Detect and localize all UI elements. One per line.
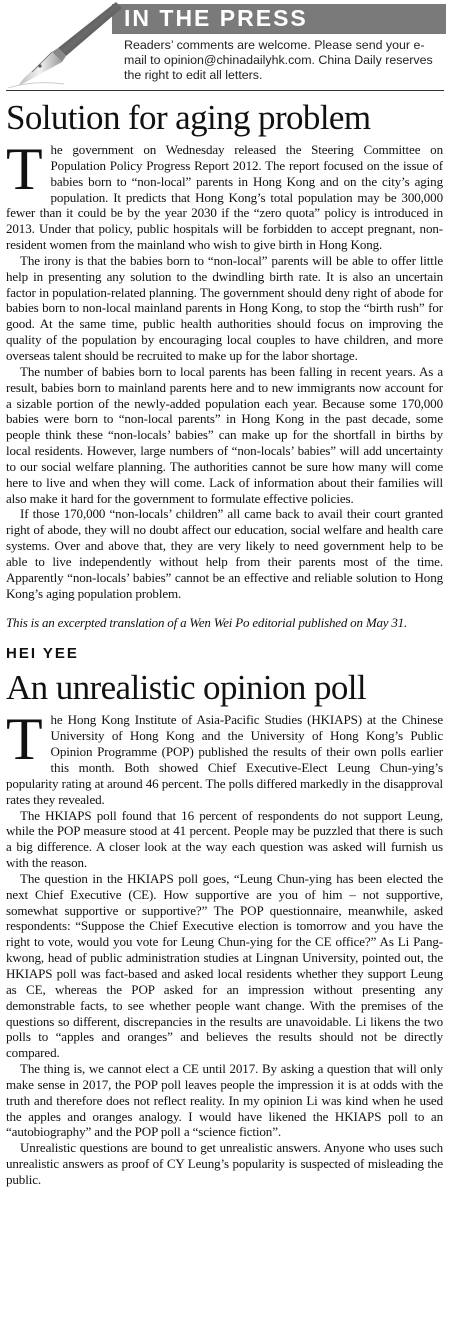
article-paragraph: If those 170,000 “non-locals’ children” all came back to avail their court granted right of abode, they will no doubt affect our education, social welfare and health care systems. Over and above that, they are very likely to need government help to be able to live independently without help from their parents most of the time. Apparently “non-locals’ babies” cannot be an effective and reliable solution to Hong Kong’s aging population problem. <box>6 506 443 601</box>
reader-notice: Readers’ comments are welcome. Please send your e-mail to opinion@chinadailyhk.com. China Daily reserves the right to edit all letters. <box>124 38 433 82</box>
article-paragraph: The HKIAPS poll found that 16 percent of respondents do not support Leung, while the POP measure stood at 41 percent. People may be puzzled that there is such a big difference. A closer look at the way each question was asked will furnish us with the reason. <box>6 807 443 871</box>
article-paragraph: The Hong Kong Institute of Asia-Pacific Studies (HKIAPS) at the Chinese University of Hong Kong and the University of Hong Kong’s Public Opinion Programme (POP) published the results of their own polls earlier this month. Both showed Chief Executive-Elect Leung Chun-ying’s popularity rating at around 46 percent. The polls differed markedly in the disapproval rates they revealed. <box>6 706 443 807</box>
article-paragraph: The irony is that the babies born to “non-local” parents will be able to offer little help in presenting any solution to the dwindling birth rate. It is also an uncertain factor in population-related planning. The government should deny right of abode for babies born to non-local mainland parents in Hong Kong, to stop the “birth rush” for good. At the same time, public health authorities should focus on improving the quality of the population by encouraging local couples to have children, and more overseas talent should be recruited to make up for the labor shortage. <box>6 252 443 363</box>
section-banner <box>0 0 450 92</box>
article-paragraph: The number of babies born to local parents has been falling in recent years. As a result, babies born to mainland parents here and to new immigrants now account for a sizable portion of the newly-added population each year. Because some 170,000 babies were born to “non-local parents” in Hong Kong in the past decade, some people think these “non-locals’ babies” can make up for the shortfall in births by local residents. However, large numbers of “non-locals’ babies” will add uncertainty to our social welfare planning. The authorities cannot be sure how many will come here to live and when they will come. Lack of information about their families will also make it hard for the government to formulate effective policies. <box>6 363 443 506</box>
article-body <box>6 136 443 601</box>
drop-cap: T <box>6 136 43 202</box>
article-paragraph: The thing is, we cannot elect a CE until 2017. By asking a question that will only make sense in 2017, the POP poll leaves people the impression it is at odds with the truth and therefore does not reflect reality. In my opinion Li was kind when he used the apples and oranges analogy. I would have likened the HKIAPS poll to an “autobiography” and the POP poll a “science fiction”. <box>6 1061 443 1140</box>
drop-cap: T <box>6 706 43 773</box>
article-aging-problem <box>0 98 450 631</box>
fountain-pen-icon <box>4 0 122 88</box>
article-opinion-poll <box>0 645 450 1187</box>
section-title: IN THE PRESS <box>124 5 308 31</box>
article-paragraph: The question in the HKIAPS poll goes, “Leung Chun-ying has been elected the next Chief Executive (CE). How supportive are you of him – not supportive, somewhat supportive or supportive?” The POP questionnaire, meanwhile, asked respondents: “Suppose the Chief Executive election is tomorrow and you have the right to vote, would you vote for Leung Chun-ying for the CE office?” As Li Pang-kwong, head of public administration studies at Lingnan University, pointed out, the HKIAPS poll was fact-based and asked local residents whether they support Leung as CE, whereas the POP asked for an impression without presenting any demonstrable facts, to see whether people want change. With the premises of the questions so different, discrepancies in the results are unavoidable. Li likens the two polls to “apples and oranges” and believes the results should not be directly compared. <box>6 870 443 1061</box>
article-paragraph: The government on Wednesday released the Steering Committee on Population Policy Progress Report 2012. The report focused on the issue of babies born to “non-local” parents in Hong Kong and on the city’s aging population. It predicts that Hong Kong’s total population may be 300,000 fewer than it could be by the year 2030 if the “zero quota” policy is introduced in 2013. Under that policy, public hospitals will be forbidden to accept pregnant, non-resident women from the mainland who wish to give birth in Hong Kong. <box>6 136 443 253</box>
article-headline: An unrealistic opinion poll <box>6 668 366 708</box>
article-headline: Solution for aging problem <box>6 98 371 137</box>
source-credit: This is an excerpted translation of a Wen Wei Po editorial published on May 31. <box>6 615 408 631</box>
banner-divider <box>6 90 444 91</box>
author-byline: HEI YEE <box>6 645 79 663</box>
article-paragraph: Unrealistic questions are bound to get unrealistic answers. Anyone who uses such unrealistic answers as proof of CY Leung’s popularity is suspected of misleading the public. <box>6 1140 443 1187</box>
article-body <box>6 706 443 1187</box>
